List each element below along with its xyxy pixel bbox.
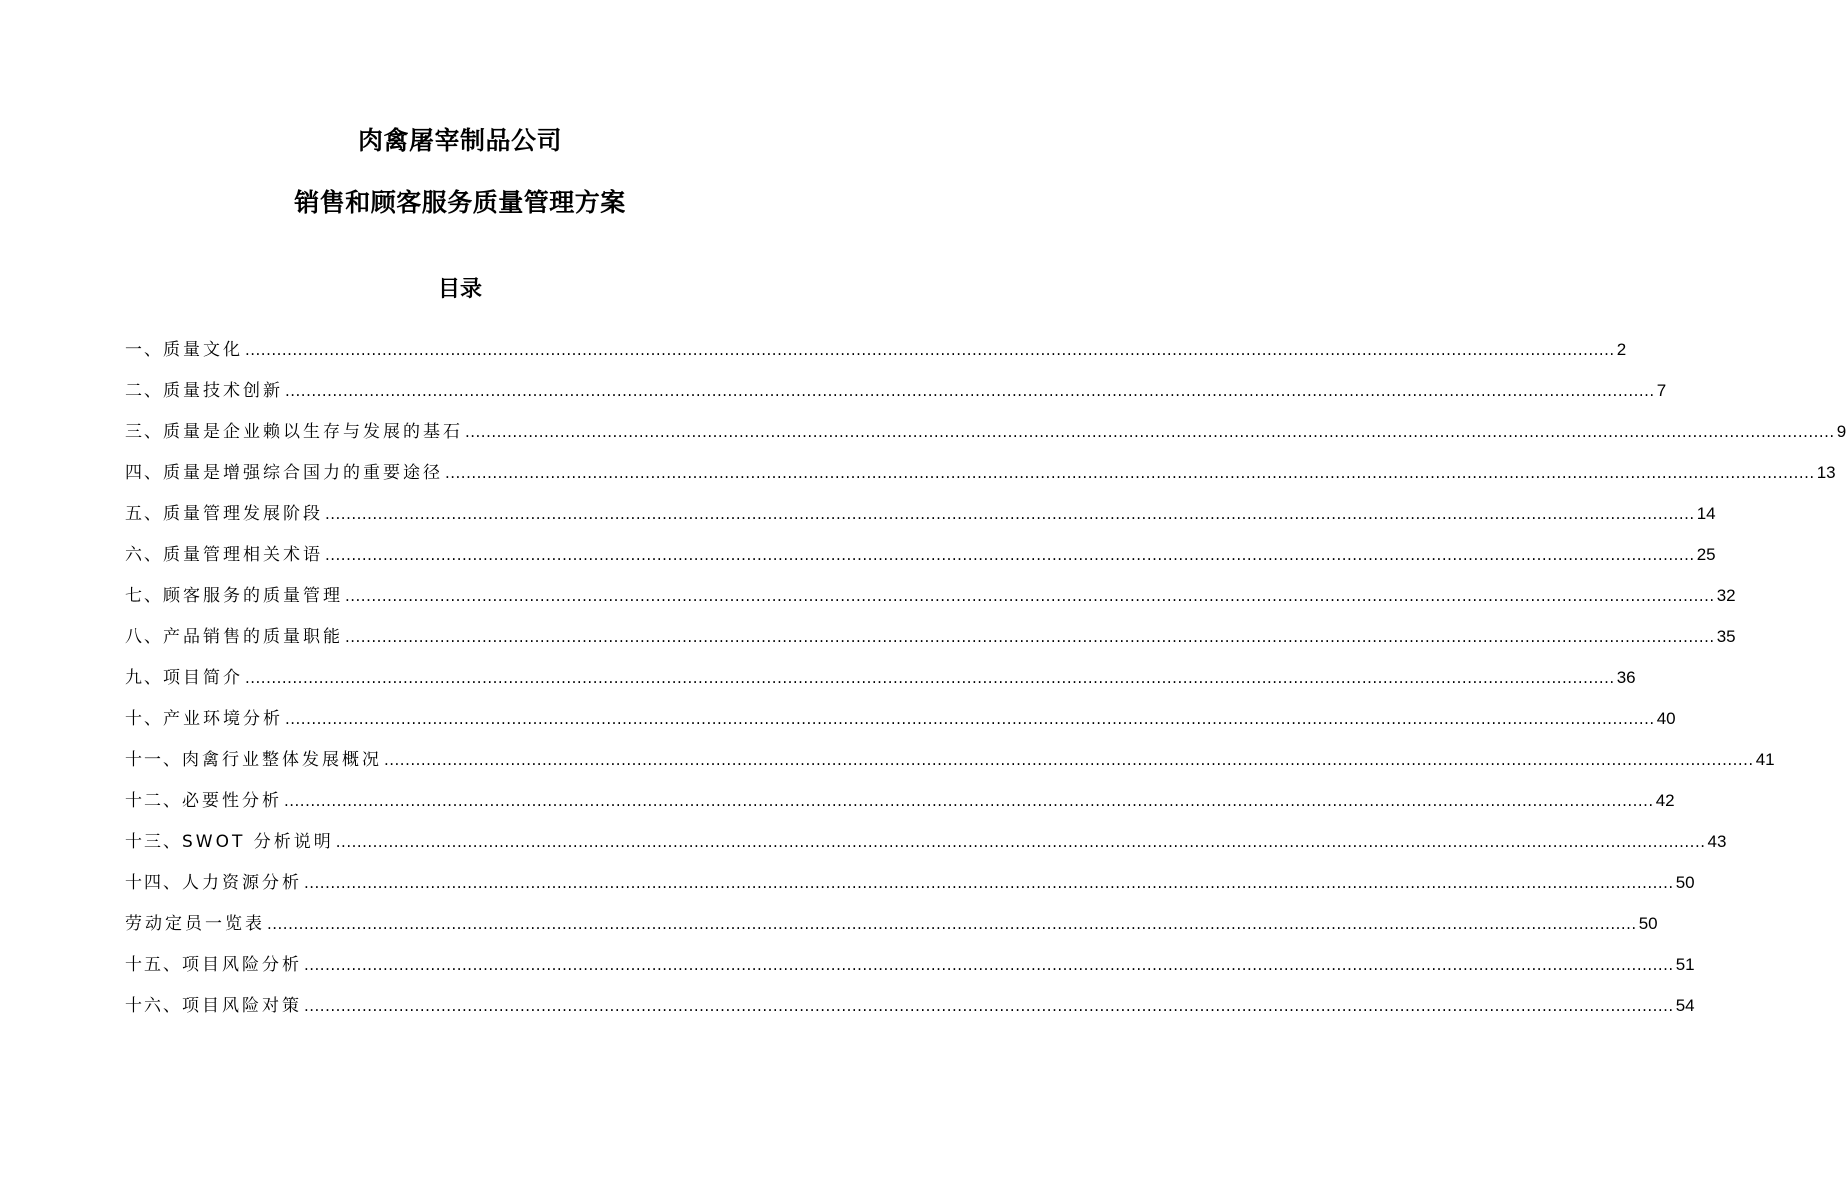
toc-entry-page: 2 [1616, 340, 1627, 359]
toc-entry-page: 9 [1836, 422, 1846, 441]
toc-entry-page: 14 [1696, 504, 1716, 523]
toc-entry[interactable] [125, 774, 1675, 815]
toc-entry-page: 36 [1616, 668, 1636, 687]
toc-entry[interactable] [125, 528, 1716, 569]
toc-entry-title: 质量是企业赖以生存与发展的基石 [163, 422, 463, 442]
toc-leader-dots: .................................................................................................................................................................................................................................................................... [445, 464, 1815, 482]
toc-leader-dots: .................................................................................................................................................................................................................................................................... [245, 669, 1615, 687]
toc-entry-title: 产业环境分析 [163, 709, 283, 729]
toc-entry-title: 必要性分析 [182, 791, 282, 811]
toc-entry[interactable] [125, 323, 1627, 364]
toc-entry-number: 十四、 [125, 873, 182, 893]
toc-leader-dots: .................................................................................................................................................................................................................................................................... [304, 874, 1674, 892]
toc-entry-number: 六、 [125, 545, 163, 565]
toc-entry-title: 产品销售的质量职能 [163, 627, 343, 647]
table-of-contents [125, 323, 1846, 1020]
toc-entry-number: 一、 [125, 340, 163, 360]
toc-entry-title: 项目风险分析 [182, 955, 302, 975]
toc-entry-title: 人力资源分析 [182, 873, 302, 893]
toc-leader-dots: .................................................................................................................................................................................................................................................................... [325, 505, 1695, 523]
toc-leader-dots: .................................................................................................................................................................................................................................................................... [335, 833, 1706, 851]
toc-entry[interactable] [125, 815, 1727, 856]
toc-leader-dots: .................................................................................................................................................................................................................................................................... [245, 341, 1615, 359]
toc-entry[interactable] [125, 733, 1775, 774]
toc-entry-page: 25 [1696, 545, 1716, 564]
toc-entry-number: 九、 [125, 668, 163, 688]
toc-entry[interactable] [125, 692, 1676, 733]
toc-entry-page: 40 [1656, 709, 1676, 728]
toc-entry[interactable] [125, 938, 1695, 979]
toc-entry-page: 42 [1655, 791, 1675, 810]
toc-entry[interactable] [125, 897, 1658, 938]
toc-entry-page: 50 [1638, 914, 1658, 933]
toc-entry-title: 项目简介 [163, 668, 243, 688]
toc-entry[interactable] [125, 487, 1716, 528]
toc-leader-dots: .................................................................................................................................................................................................................................................................... [465, 423, 1835, 441]
toc-leader-dots: .................................................................................................................................................................................................................................................................... [345, 587, 1715, 605]
toc-entry-page: 50 [1675, 873, 1695, 892]
toc-entry[interactable] [125, 364, 1667, 405]
toc-entry-page: 43 [1707, 832, 1727, 851]
toc-entry-title: 质量管理发展阶段 [163, 504, 323, 524]
toc-entry-number: 十二、 [125, 791, 182, 811]
toc-entry-number: 五、 [125, 504, 163, 524]
toc-leader-dots: .................................................................................................................................................................................................................................................................... [304, 956, 1674, 974]
toc-entry[interactable] [125, 856, 1695, 897]
document-subtitle: 销售和顾客服务质量管理方案 [294, 188, 626, 217]
toc-entry[interactable] [125, 651, 1636, 692]
toc-entry-page: 41 [1755, 750, 1775, 769]
toc-entry-page: 7 [1656, 381, 1667, 400]
toc-entry-page: 35 [1716, 627, 1736, 646]
toc-leader-dots: .................................................................................................................................................................................................................................................................... [304, 997, 1674, 1015]
toc-entry-title: 劳动定员一览表 [125, 914, 265, 934]
toc-entry-number: 二、 [125, 381, 163, 401]
toc-entry-number: 十一、 [125, 750, 182, 770]
toc-entry-title: 肉禽行业整体发展概况 [182, 750, 382, 770]
toc-entry-number: 十五、 [125, 955, 182, 975]
toc-entry[interactable] [125, 569, 1736, 610]
toc-entry[interactable] [125, 446, 1836, 487]
toc-heading: 目录 [437, 277, 482, 302]
toc-entry[interactable] [125, 405, 1846, 446]
toc-entry-title: 顾客服务的质量管理 [163, 586, 343, 606]
toc-leader-dots: .................................................................................................................................................................................................................................................................... [384, 751, 1754, 769]
toc-entry-page: 51 [1675, 955, 1695, 974]
toc-entry-page: 54 [1675, 996, 1695, 1015]
toc-leader-dots: .................................................................................................................................................................................................................................................................... [345, 628, 1715, 646]
toc-entry-number: 十、 [125, 709, 163, 729]
toc-entry[interactable] [125, 979, 1695, 1020]
toc-entry-number: 八、 [125, 627, 163, 647]
toc-entry-title: 质量文化 [163, 340, 243, 360]
toc-entry-page: 32 [1716, 586, 1736, 605]
toc-entry[interactable] [125, 610, 1736, 651]
toc-leader-dots: .................................................................................................................................................................................................................................................................... [267, 915, 1637, 933]
document-title: 肉禽屠宰制品公司 [357, 126, 562, 155]
toc-entry-title: 质量管理相关术语 [163, 545, 323, 565]
toc-entry-title: 质量是增强综合国力的重要途径 [163, 463, 443, 483]
toc-entry-number: 三、 [125, 422, 163, 442]
toc-entry-title: 质量技术创新 [163, 381, 283, 401]
toc-leader-dots: .................................................................................................................................................................................................................................................................... [285, 710, 1655, 728]
toc-entry-page: 13 [1816, 463, 1836, 482]
toc-leader-dots: .................................................................................................................................................................................................................................................................... [325, 546, 1695, 564]
toc-entry-title: 项目风险对策 [182, 996, 302, 1016]
toc-entry-number: 七、 [125, 586, 163, 606]
toc-leader-dots: .................................................................................................................................................................................................................................................................... [285, 382, 1655, 400]
toc-entry-number: 十三、 [125, 832, 182, 852]
toc-entry-number: 四、 [125, 463, 163, 483]
toc-leader-dots: .................................................................................................................................................................................................................................................................... [284, 792, 1654, 810]
toc-entry-title: SWOT 分析说明 [182, 832, 334, 852]
toc-entry-number: 十六、 [125, 996, 182, 1016]
